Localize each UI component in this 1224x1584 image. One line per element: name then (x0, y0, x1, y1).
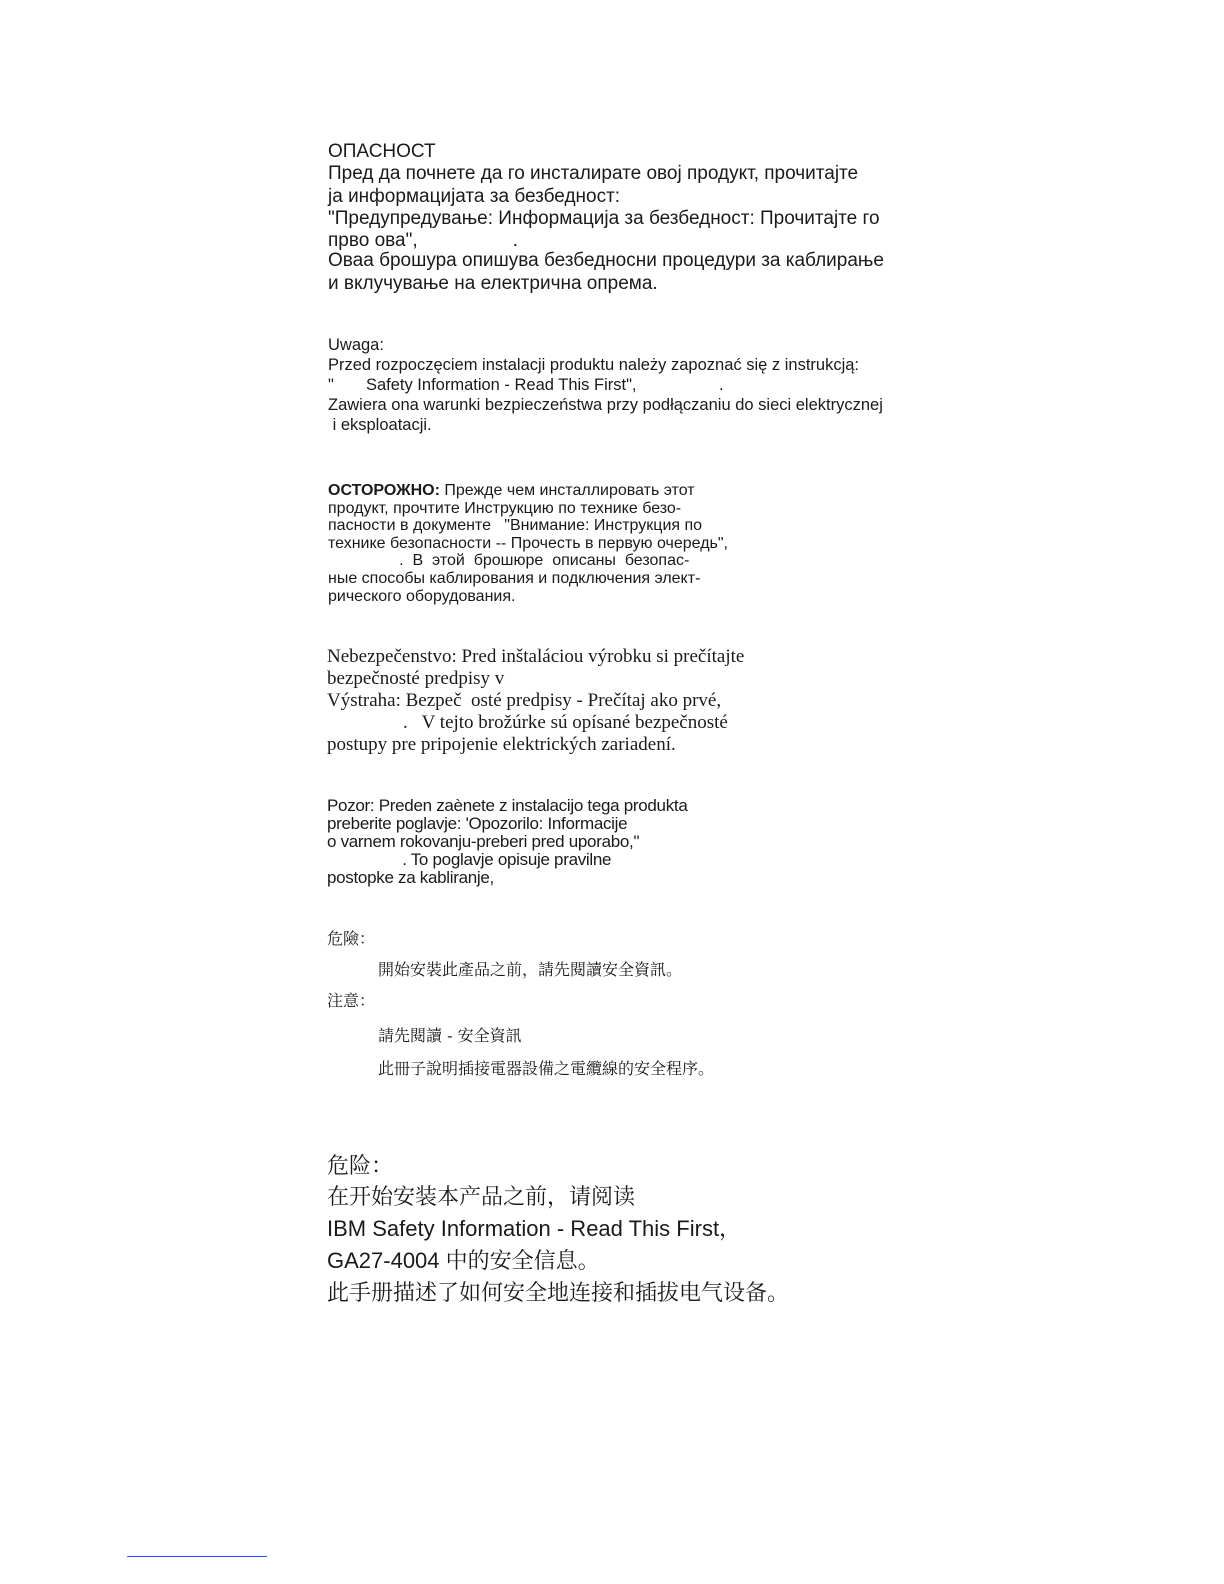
mk-line: "Предупредување: Информација за безбедност: Прочитајте го (328, 208, 880, 229)
ru-first-line-text: Прежде чем инсталлировать этот (439, 482, 695, 499)
sc-line: 在开始安装本产品之前，请阅读 (327, 1185, 636, 1210)
sk-line: Výstraha: Bezpeč osté predpisy - Prečítaj ako prvé, (327, 690, 722, 711)
mk-line: ОПАСНОСТ (328, 141, 436, 162)
sl-line: preberite poglavje: 'Opozorilo: Informacije (327, 814, 628, 833)
sc-line: IBM Safety Information - Read This First， (327, 1216, 742, 1241)
ru-line: . В этой брошюре описаны безопас- (328, 552, 690, 569)
ru-line: технике безопасности -- Прочесть в первую очередь", (328, 535, 728, 552)
sl-line: . To poglavje opisuje pravilne (327, 850, 612, 869)
tc-caution-line: 請先閱讀 - 安全資訊 (378, 1026, 522, 1045)
tc-caution-line: 此冊子說明插接電器設備之電纜線的安全程序。 (378, 1059, 715, 1078)
pl-line: Zawiera ona warunki bezpieczeństwa przy podłączaniu do sieci elektrycznej (328, 396, 883, 414)
sk-line: bezpečnosté predpisy v (327, 668, 505, 689)
ru-line: пасности в документе "Внимание: Инструкция по (328, 517, 703, 534)
pl-line: i eksploatacji. (328, 416, 432, 434)
ru-first-line (328, 483, 695, 499)
ru-line: ные способы каблирования и подключения элект- (328, 570, 701, 587)
sl-line: postopke za kabliranje, (327, 868, 494, 887)
sl-line: o varnem rokovanju-preberi pred uporabo," (327, 832, 640, 851)
footnote-rule (127, 1556, 267, 1557)
tc-danger-text: 開始安裝此產品之前，請先閱讀安全資訊。 (378, 960, 683, 979)
tc-danger-label: 危險： (327, 929, 376, 948)
sc-line: 危险： (327, 1154, 394, 1179)
sk-line: . V tejto brožúrke sú opísané bezpečnosté (327, 712, 728, 733)
sc-line: GA27-4004 中的安全信息。 (327, 1248, 600, 1273)
mk-line: Оваа брошура опишува безбедносни процедури за каблирање (328, 250, 884, 271)
mk-line: и вклучување на електрична опрема. (328, 273, 658, 294)
ru-heading: ОСТОРОЖНО: (328, 482, 440, 499)
tc-caution-label: 注意： (327, 991, 376, 1010)
pl-line: " Safety Information - Read This First", . (328, 376, 724, 394)
sc-line: 此手册描述了如何安全地连接和插拔电气设备。 (327, 1281, 790, 1306)
sk-line: postupy pre pripojenie elektrických zariadení. (327, 734, 676, 755)
mk-line: ја информацијата за безбедност: (328, 186, 621, 207)
mk-line: прво ова", . (328, 230, 518, 251)
sk-line: Nebezpečenstvo: Pred inštaláciou výrobku si prečítajte (327, 646, 745, 667)
pl-line: Przed rozpoczęciem instalacji produktu należy zapoznać się z instrukcją: (328, 356, 859, 374)
ru-line: рического оборудования. (328, 588, 516, 605)
mk-line: Пред да почнете да го инсталирате овој продукт, прочитајте (328, 163, 859, 184)
sl-line: Pozor: Preden zaènete z instalacijo tega produkta (327, 796, 688, 815)
ru-line: продукт, прочтите Инструкцию по технике безо- (328, 500, 682, 517)
pl-line: Uwaga: (328, 336, 384, 354)
